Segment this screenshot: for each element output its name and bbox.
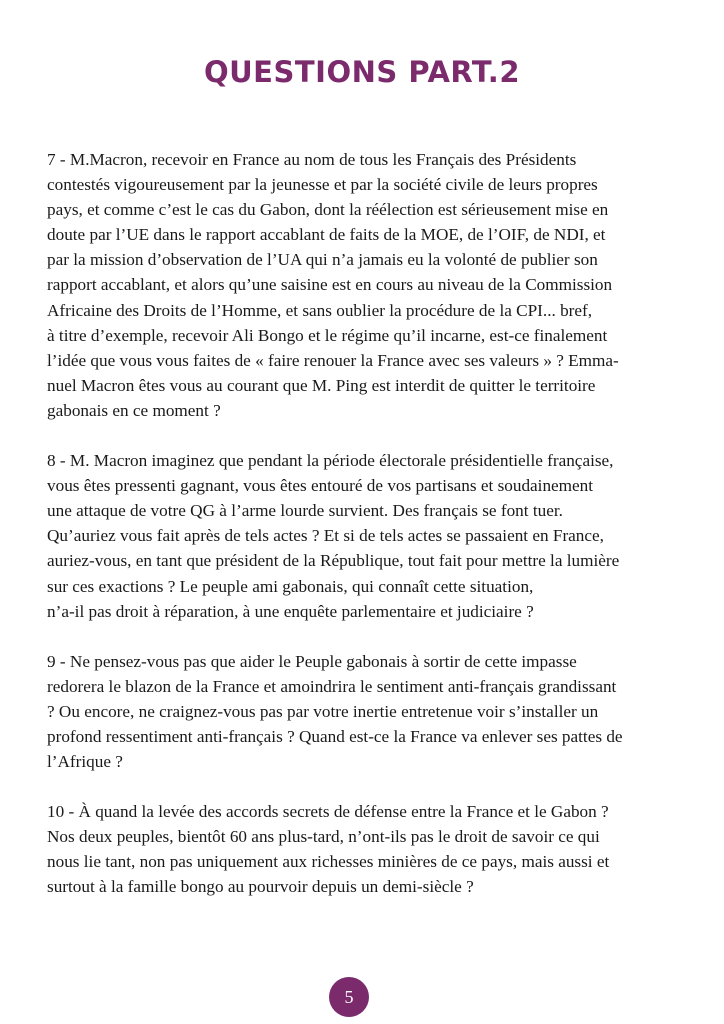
question-10 bbox=[47, 799, 679, 899]
question-line: Qu’auriez vous fait après de tels actes ? Et si de tels actes se passaient en France, bbox=[47, 526, 604, 546]
question-line: 7 - M.Macron, recevoir en France au nom de tous les Français des Présidents bbox=[47, 150, 577, 169]
question-line: l’Afrique ? bbox=[47, 752, 123, 772]
question-line: par la mission d’observation de l’UA qui n’a jamais eu la volonté de publier son bbox=[47, 250, 598, 270]
question-line: surtout à la famille bongo au pourvoir depuis un demi-siècle ? bbox=[47, 877, 474, 897]
question-line: doute par l’UE dans le rapport accablant de faits de la MOE, de l’OIF, de NDI, et bbox=[47, 225, 606, 245]
question-line: vous êtes pressenti gagnant, vous êtes entouré de vos partisans et soudainement bbox=[47, 476, 594, 496]
question-line: contestés vigoureusement par la jeunesse et par la société civile de leurs propres bbox=[47, 175, 598, 195]
question-line: auriez-vous, en tant que président de la République, tout fait pour mettre la lumière bbox=[47, 551, 620, 571]
question-line: gabonais en ce moment ? bbox=[47, 400, 221, 420]
page-number-badge: 5 bbox=[329, 977, 369, 1017]
question-line: n’a-il pas droit à réparation, à une enquête parlementaire et judiciaire ? bbox=[47, 601, 534, 621]
question-line: pays, et comme c’est le cas du Gabon, dont la réélection est sérieusement mise en bbox=[47, 200, 609, 220]
questions-body bbox=[47, 147, 679, 925]
question-line: Africaine des Droits de l’Homme, et sans oublier la procédure de la CPI... bref, bbox=[47, 300, 593, 320]
question-line: Nos deux peuples, bientôt 60 ans plus-tard, n’ont-ils pas le droit de savoir ce qui bbox=[47, 827, 600, 847]
question-line: sur ces exactions ? Le peuple ami gabonais, qui connaît cette situation, bbox=[47, 576, 534, 596]
question-line: l’idée que vous vous faites de « faire renouer la France avec ses valeurs » ? Emma- bbox=[47, 350, 619, 370]
question-line: une attaque de votre QG à l’arme lourde survient. Des français se font tuer. bbox=[47, 501, 563, 521]
question-line: 10 - À quand la levée des accords secrets de défense entre la France et le Gabon ? bbox=[47, 802, 609, 822]
question-line: 8 - M. Macron imaginez que pendant la période électorale présidentielle française, bbox=[47, 451, 614, 471]
question-line: profond ressentiment anti-français ? Quand est-ce la France va enlever ses pattes de bbox=[47, 726, 623, 746]
question-line: redorera le blazon de la France et amoindrira le sentiment anti-français grandissant bbox=[47, 676, 617, 696]
question-line: 9 - Ne pensez-vous pas que aider le Peuple gabonais à sortir de cette impasse bbox=[47, 651, 577, 671]
question-line: nuel Macron êtes vous au courant que M. Ping est interdit de quitter le territoire bbox=[47, 375, 596, 395]
question-7 bbox=[47, 147, 679, 423]
question-line: à titre d’exemple, recevoir Ali Bongo et le régime qu’il incarne, est-ce finalement bbox=[47, 325, 608, 345]
question-9 bbox=[47, 649, 679, 774]
question-line: rapport accablant, et alors qu’une saisine est en cours au niveau de la Commission bbox=[47, 275, 613, 295]
question-8 bbox=[47, 448, 679, 624]
page-title: QUESTIONS PART.2 bbox=[203, 55, 520, 89]
question-line: ? Ou encore, ne craignez-vous pas par votre inertie entretenue voir s’installer un bbox=[47, 701, 599, 721]
question-line: nous lie tant, non pas uniquement aux richesses minières de ce pays, mais aussi et bbox=[47, 852, 610, 872]
